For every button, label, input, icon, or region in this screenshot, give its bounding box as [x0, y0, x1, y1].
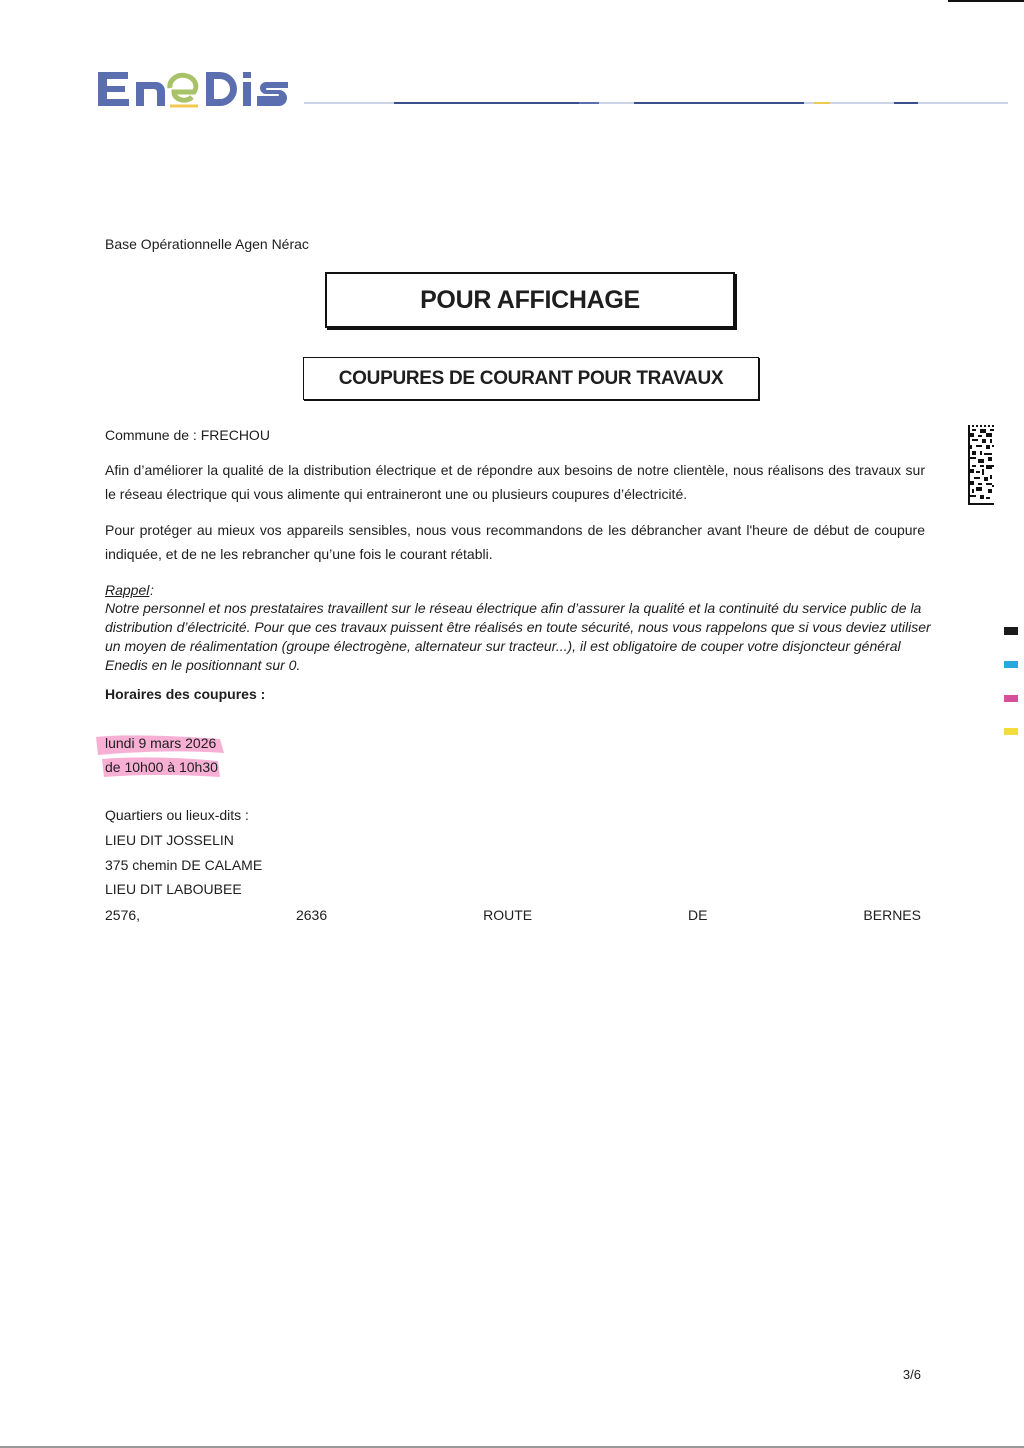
- page-number: 3/6: [902, 1367, 921, 1382]
- address-word: 2576,: [105, 907, 141, 923]
- address-word: BERNES: [863, 907, 921, 923]
- address-word: 2636: [295, 907, 328, 923]
- enedis-logo: [96, 62, 292, 112]
- datamatrix-code: [968, 425, 994, 505]
- paragraph-intro: Afin d’améliorer la qualité de la distribution électrique et de répondre aux besoins de notre clientèle, nous réalisons des travaux sur le réseau électrique qui vous alimente qui entraineront une ou plusieurs coupures d’électricité.: [105, 462, 925, 502]
- address-line: [105, 905, 921, 925]
- address-word: ROUTE: [483, 907, 533, 923]
- outage-time: de 10h00 à 10h30: [105, 759, 218, 775]
- commune-label: Commune de : FRECHOU: [105, 427, 270, 443]
- rappel-title: Rappel: [105, 582, 150, 598]
- outage-date: lundi 9 mars 2026: [105, 735, 217, 751]
- pour-affichage-banner: [325, 272, 735, 328]
- subtitle: COUPURES DE COURANT POUR TRAVAUX: [338, 367, 724, 389]
- location-item: LIEU DIT JOSSELIN: [105, 832, 234, 848]
- location-item: 375 chemin DE CALAME: [105, 857, 263, 873]
- horaires-label: Horaires des coupures :: [105, 686, 266, 702]
- banner-title: POUR AFFICHAGE: [420, 285, 640, 314]
- rappel-body: Notre personnel et nos prestataires travaillent sur le réseau électrique afin d’assurer la qualité et la continuité du service public de la distribution d’électricité. Pour que ces travaux puissent être réalisés en toute sécurité, nous vous rappelons que si vous deviez utiliser un moyen de réalimentation (groupe électrogène, alternateur sur tracteur...), il est obligatoire de couper votre disjoncteur général Enedis en le positionnant sur 0.: [105, 600, 931, 673]
- corner-mark: [948, 0, 1024, 2]
- header-divider: [304, 101, 1008, 105]
- paragraph-recommendation: Pour protéger au mieux vos appareils sensibles, nous vous recommandons de les débrancher avant l'heure de début de coupure indiquée, et de ne les rebrancher qu’une fois le courant rétabli.: [105, 522, 925, 562]
- coupures-subtitle-box: [303, 357, 759, 400]
- base-operationnelle: Base Opérationnelle Agen Nérac: [105, 236, 309, 252]
- rappel-colon: :: [150, 582, 154, 598]
- location-item: LIEU DIT LABOUBEE: [105, 881, 242, 897]
- quartiers-label: Quartiers ou lieux-dits :: [105, 807, 249, 823]
- color-registration-marks: [1004, 627, 1018, 737]
- address-word: DE: [688, 907, 708, 923]
